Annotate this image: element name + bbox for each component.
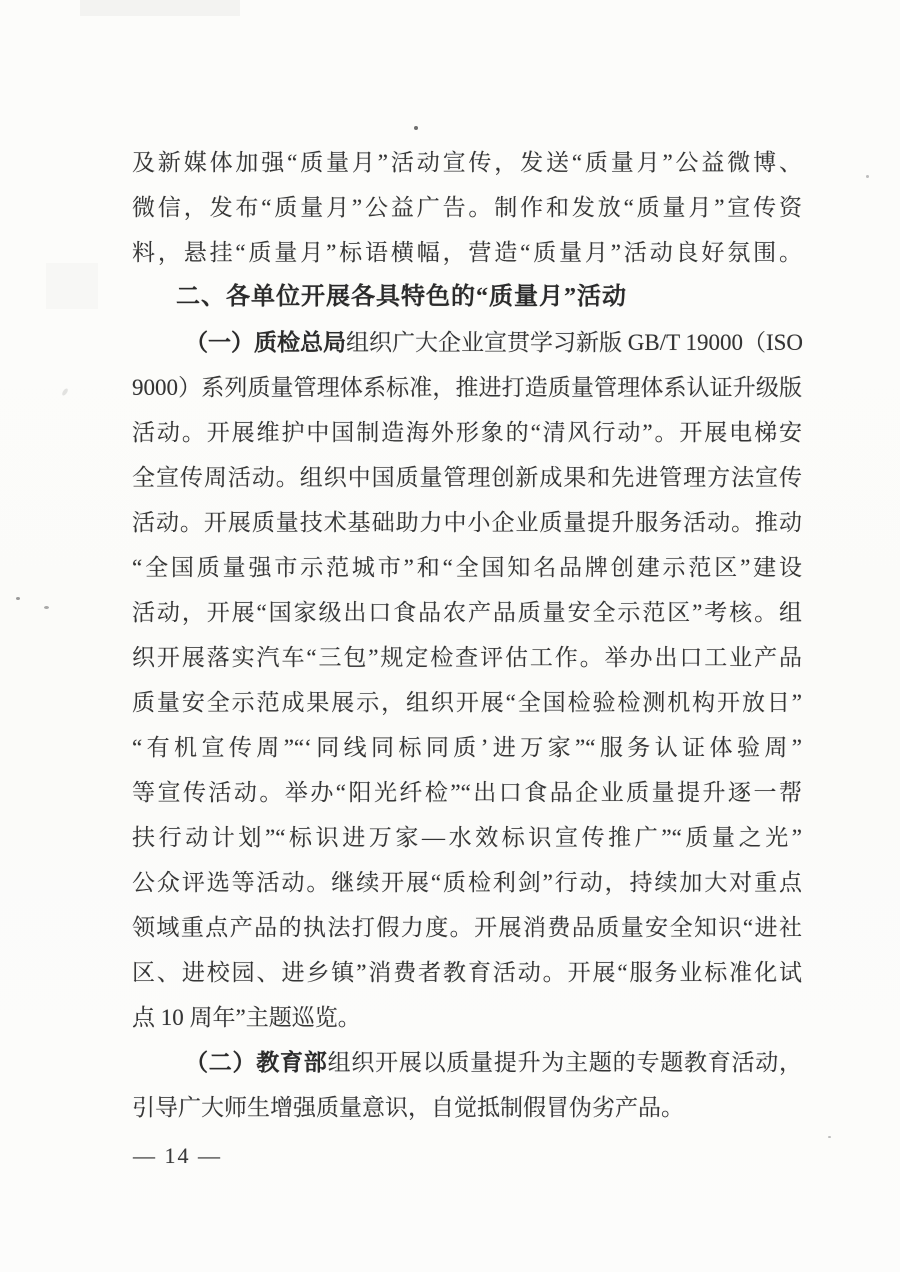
text-line xyxy=(132,185,802,230)
scan-artifact-dot xyxy=(828,1136,831,1138)
text-line xyxy=(132,950,802,995)
section-heading xyxy=(132,275,802,320)
text-segment: 9000）系列质量管理体系标准，推进打造质量管理体系认证升级版 xyxy=(132,375,802,400)
text-segment: 活动。开展质量技术基础助力中小企业质量提升服务活动。推动 xyxy=(132,510,802,535)
scan-artifact-dot xyxy=(61,388,69,397)
text-line xyxy=(132,545,802,590)
scan-artifact-dot xyxy=(16,597,20,600)
text-segment: 及新媒体加强“质量月”活动宣传，发送“质量月”公益微博、 xyxy=(132,150,802,175)
text-line xyxy=(132,410,802,455)
text-line xyxy=(132,725,802,770)
text-segment: 微信，发布“质量月”公益广告。制作和发放“质量月”宣传资 xyxy=(132,195,802,220)
text-segment: 引导广大师生增强质量意识，自觉抵制假冒伪劣产品。 xyxy=(132,1095,684,1120)
scan-artifact-dot xyxy=(414,126,418,130)
text-segment: 扶行动计划”“标识进万家—水效标识宣传推广”“质量之光” xyxy=(132,825,802,850)
text-segment: 组织开展以质量提升为主题的专题教育活动， xyxy=(327,1050,803,1075)
bold-text-segment: （一）质检总局 xyxy=(185,330,346,355)
text-segment: “有机宣传周”“‘同线同标同质’进万家”“服务认证体验周” xyxy=(132,735,802,760)
scan-smudge xyxy=(80,0,240,16)
text-line xyxy=(132,770,802,815)
text-segment: 质量安全示范成果展示，组织开展“全国检验检测机构开放日” xyxy=(132,690,802,715)
text-line xyxy=(132,1040,802,1085)
bold-text-segment: （二）教育部 xyxy=(185,1050,328,1075)
text-line xyxy=(132,995,802,1040)
scan-artifact-dot xyxy=(866,175,869,178)
text-segment: 活动。开展维护中国制造海外形象的“清风行动”。开展电梯安 xyxy=(132,420,802,445)
text-line xyxy=(132,905,802,950)
text-line xyxy=(132,320,802,365)
text-line xyxy=(132,455,802,500)
text-line xyxy=(132,860,802,905)
text-segment: “全国质量强市示范城市”和“全国知名品牌创建示范区”建设 xyxy=(132,555,802,580)
text-line xyxy=(132,1085,802,1130)
text-line xyxy=(132,590,802,635)
bold-text-segment: 二、各单位开展各具特色的“质量月”活动 xyxy=(176,284,627,310)
text-segment: 全宣传周活动。组织中国质量管理创新成果和先进管理方法宣传 xyxy=(132,465,802,490)
page-number: — 14 — xyxy=(133,1143,222,1168)
text-segment: 等宣传活动。举办“阳光纤检”“出口食品企业质量提升逐一帮 xyxy=(132,780,802,805)
text-segment: 区、进校园、进乡镇”消费者教育活动。开展“服务业标准化试 xyxy=(132,960,802,985)
document-body xyxy=(132,140,802,1130)
text-segment: 领域重点产品的执法打假力度。开展消费品质量安全知识“进社 xyxy=(132,915,802,940)
text-line xyxy=(132,140,802,185)
text-line xyxy=(132,365,802,410)
scan-smudge xyxy=(46,263,98,309)
text-line xyxy=(132,230,802,275)
text-segment: 点 10 周年”主题巡览。 xyxy=(132,1005,361,1030)
text-segment: 料，悬挂“质量月”标语横幅，营造“质量月”活动良好氛围。 xyxy=(132,240,802,265)
text-line xyxy=(132,815,802,860)
text-segment: 公众评选等活动。继续开展“质检利剑”行动，持续加大对重点 xyxy=(132,870,802,895)
text-line xyxy=(132,680,802,725)
text-segment: 织开展落实汽车“三包”规定检查评估工作。举办出口工业产品 xyxy=(132,645,802,670)
scan-artifact-dot xyxy=(44,606,49,609)
text-segment: 活动，开展“国家级出口食品农产品质量安全示范区”考核。组 xyxy=(132,600,802,625)
text-line xyxy=(132,635,802,680)
text-line xyxy=(132,500,802,545)
text-segment: 组织广大企业宣贯学习新版 GB/T 19000（ISO xyxy=(346,330,804,355)
